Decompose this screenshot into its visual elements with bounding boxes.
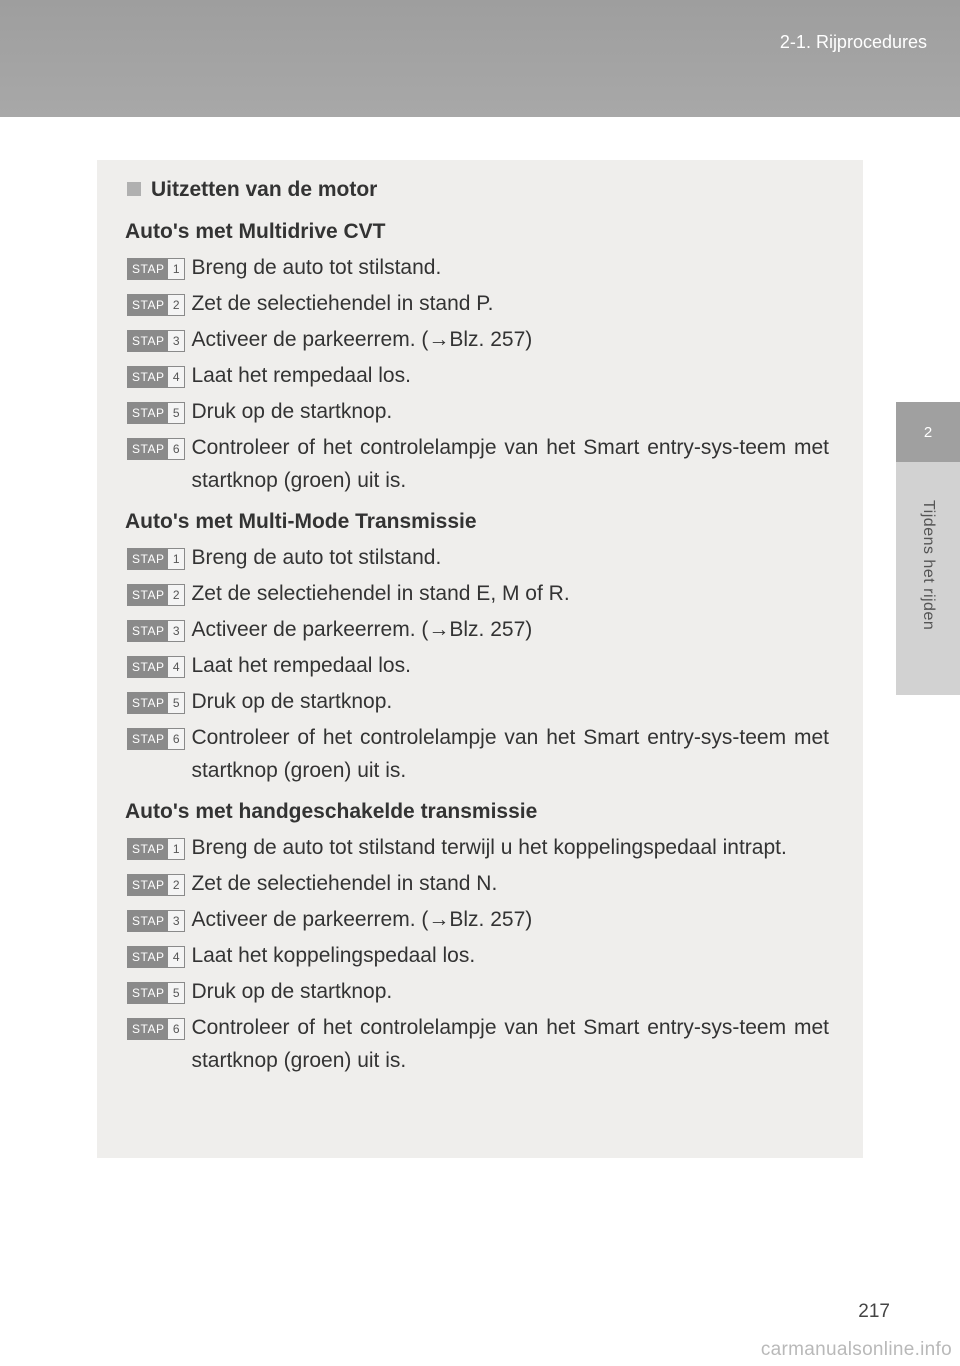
step-badge — [127, 438, 185, 460]
section-heading — [125, 172, 829, 206]
chapter-tab-number: 2 — [896, 402, 960, 462]
step-badge-number: 4 — [168, 657, 184, 677]
step-badge-number: 5 — [168, 983, 184, 1003]
procedure-group-title: Auto's met Multidrive CVT — [125, 220, 386, 243]
step-badge-label: STAP — [132, 950, 165, 964]
step-badge-number: 1 — [168, 259, 184, 279]
step-badge-label: STAP — [132, 660, 165, 674]
chapter-tab-label: Tijdens het rijden — [920, 500, 937, 631]
step-badge-number: 3 — [168, 621, 184, 641]
procedure-step — [125, 323, 829, 356]
procedure-step — [125, 251, 829, 284]
step-badge — [127, 294, 185, 316]
step-badge-label: STAP — [132, 298, 165, 312]
step-badge-label: STAP — [132, 732, 165, 746]
step-text: Zet de selectiehendel in stand N. — [191, 872, 498, 895]
step-badge-label: STAP — [132, 914, 165, 928]
step-badge-number: 5 — [168, 403, 184, 423]
step-text: Activeer de parkeerrem. (→Blz. 257) — [191, 328, 533, 351]
step-badge — [127, 910, 185, 932]
step-badge — [127, 946, 185, 968]
step-text: Controleer of het controlelampje van het Smart entry-sys-teem met startknop (groen) uit is. — [191, 436, 829, 492]
step-badge-number: 1 — [168, 549, 184, 569]
step-badge — [127, 402, 185, 424]
section-heading-text: Uitzetten van de motor — [151, 177, 378, 201]
step-badge — [127, 584, 185, 606]
step-text: Breng de auto tot stilstand. — [191, 546, 442, 569]
step-badge — [127, 620, 185, 642]
step-badge — [127, 838, 185, 860]
procedure-step — [125, 939, 829, 972]
step-badge-label: STAP — [132, 842, 165, 856]
step-text: Activeer de parkeerrem. (→Blz. 257) — [191, 618, 533, 641]
step-badge-number: 2 — [168, 295, 184, 315]
step-badge-number: 3 — [168, 911, 184, 931]
info-box-content — [125, 172, 829, 1077]
step-badge — [127, 548, 185, 570]
procedure-group-title: Auto's met handgeschakelde transmissie — [125, 800, 538, 823]
step-badge-number: 3 — [168, 331, 184, 351]
procedure-step — [125, 975, 829, 1008]
step-badge-label: STAP — [132, 406, 165, 420]
step-badge-number: 1 — [168, 839, 184, 859]
step-badge-number: 4 — [168, 947, 184, 967]
procedure-step — [125, 287, 829, 320]
step-badge-label: STAP — [132, 262, 165, 276]
step-text: Druk op de startknop. — [191, 980, 393, 1003]
step-badge — [127, 366, 185, 388]
step-text: Laat het rempedaal los. — [191, 654, 411, 677]
step-badge-number: 4 — [168, 367, 184, 387]
step-text: Controleer of het controlelampje van het Smart entry-sys-teem met startknop (groen) uit is. — [191, 726, 829, 782]
step-text: Activeer de parkeerrem. (→Blz. 257) — [191, 908, 533, 931]
procedure-step — [125, 685, 829, 718]
step-badge-label: STAP — [132, 442, 165, 456]
procedure-step — [125, 541, 829, 574]
step-badge-label: STAP — [132, 696, 165, 710]
step-badge-number: 6 — [168, 439, 184, 459]
step-text: Laat het rempedaal los. — [191, 364, 411, 387]
step-badge-label: STAP — [132, 986, 165, 1000]
chapter-tab — [896, 462, 960, 695]
step-badge — [127, 982, 185, 1004]
procedure-step — [125, 867, 829, 900]
step-text: Druk op de startknop. — [191, 400, 393, 423]
header-bar — [0, 0, 960, 117]
procedure-step — [125, 649, 829, 682]
procedure-step — [125, 613, 829, 646]
watermark: carmanualsonline.info — [760, 1339, 952, 1360]
procedure-step — [125, 831, 829, 864]
step-badge — [127, 874, 185, 896]
page-number: 217 — [858, 1301, 890, 1322]
step-badge — [127, 656, 185, 678]
step-badge — [127, 258, 185, 280]
step-text: Zet de selectiehendel in stand E, M of R. — [191, 582, 570, 605]
step-badge-label: STAP — [132, 1022, 165, 1036]
step-badge-label: STAP — [132, 370, 165, 384]
procedure-step — [125, 359, 829, 392]
step-badge-number: 6 — [168, 729, 184, 749]
step-badge — [127, 1018, 185, 1040]
step-text: Breng de auto tot stilstand. — [191, 256, 442, 279]
procedure-group-title: Auto's met Multi-Mode Transmissie — [125, 510, 477, 533]
step-badge-label: STAP — [132, 552, 165, 566]
step-text: Zet de selectiehendel in stand P. — [191, 292, 494, 315]
step-text: Breng de auto tot stilstand terwijl u het koppelingspedaal intrapt. — [191, 836, 787, 859]
procedure-step — [125, 903, 829, 936]
procedure-step — [125, 431, 829, 497]
step-badge-number: 5 — [168, 693, 184, 713]
procedure-step — [125, 395, 829, 428]
procedure-step — [125, 721, 829, 787]
step-badge — [127, 330, 185, 352]
step-badge — [127, 728, 185, 750]
step-badge-number: 6 — [168, 1019, 184, 1039]
step-badge-label: STAP — [132, 624, 165, 638]
step-badge-label: STAP — [132, 334, 165, 348]
step-badge-label: STAP — [132, 878, 165, 892]
step-badge-number: 2 — [168, 875, 184, 895]
step-text: Druk op de startknop. — [191, 690, 393, 713]
step-badge — [127, 692, 185, 714]
step-badge-number: 2 — [168, 585, 184, 605]
procedure-step — [125, 577, 829, 610]
step-badge-label: STAP — [132, 588, 165, 602]
step-text: Controleer of het controlelampje van het Smart entry-sys-teem met startknop (groen) uit is. — [191, 1016, 829, 1072]
step-text: Laat het koppelingspedaal los. — [191, 944, 476, 967]
procedure-step — [125, 1011, 829, 1077]
section-title: 2-1. Rijprocedures — [779, 32, 927, 52]
square-bullet-icon — [127, 182, 141, 196]
procedure-groups — [125, 215, 829, 1077]
